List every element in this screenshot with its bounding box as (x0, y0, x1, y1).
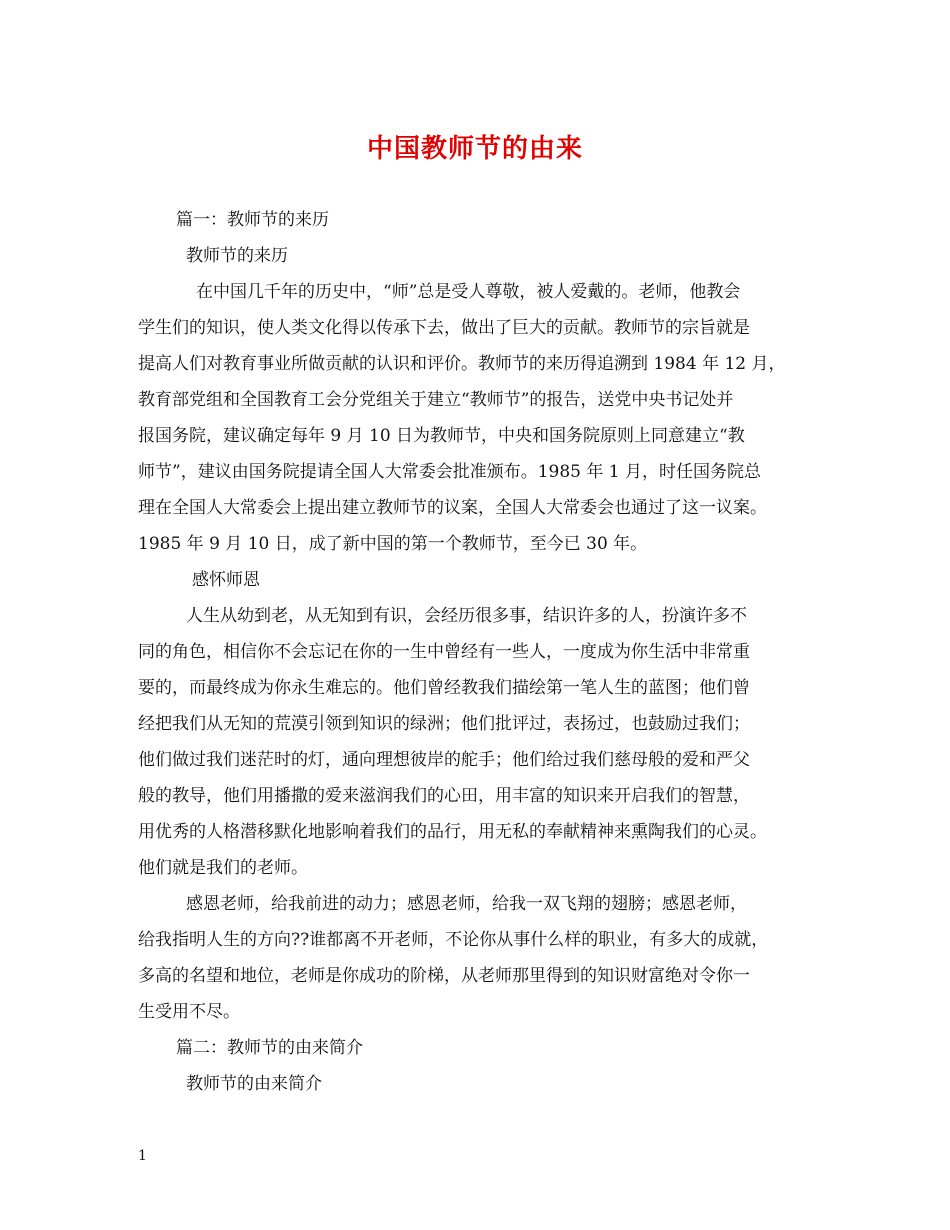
paragraph-line: 般的教导，他们用播撒的爱来滋润我们的心田，用丰富的知识来开启我们的智慧， (138, 786, 750, 806)
paragraph-line: 用优秀的人格潜移默化地影响着我们的品行，用无私的奉献精神来熏陶我们的心灵。 (138, 822, 767, 842)
document-title: 中国教师节的由来 (366, 134, 583, 164)
paragraph-line: 人生从幼到老，从无知到有识，会经历很多事，结识许多的人，扮演许多不 (186, 606, 747, 626)
document-body (138, 202, 838, 1102)
subheading: 教师节的由来简介 (186, 1074, 322, 1094)
paragraph-line: 他们就是我们的老师。 (138, 858, 308, 878)
paragraph-line: 报国务院，建议确定每年 9 月 10 日为教师节，中央和国务院原则上同意建立“教 (138, 426, 745, 446)
section-heading-1: 篇一：教师节的来历 (176, 210, 329, 230)
paragraph-line: 提高人们对教育事业所做贡献的认识和评价。教师节的来历得追溯到 1984 年 12 月， (138, 354, 786, 374)
paragraph-line: 给我指明人生的方向??谁都离不开老师，不论你从事什么样的职业，有多大的成就， (138, 930, 769, 950)
paragraph-line: 经把我们从无知的荒漠引领到知识的绿洲；他们批评过，表扬过，也鼓励过我们； (138, 714, 750, 734)
paragraph-line: 要的，而最终成为你永生难忘的。他们曾经教我们描绘第一笔人生的蓝图；他们曾 (138, 678, 750, 698)
paragraph-line: 1985 年 9 月 10 日，成了新中国的第一个教师节，至今已 30 年。 (138, 534, 648, 554)
paragraph-line: 生受用不尽。 (138, 1002, 240, 1022)
paragraph-line: 师节”，建议由国务院提请全国人大常委会批准颁布。1985 年 1 月，时任国务院总 (138, 462, 761, 482)
paragraph-line: 多高的名望和地位，老师是你成功的阶梯，从老师那里得到的知识财富绝对令你一 (138, 966, 750, 986)
paragraph-line: 同的角色，相信你不会忘记在你的一生中曾经有一些人，一度成为你生活中非常重 (138, 642, 750, 662)
subheading: 感怀师恩 (192, 570, 260, 590)
page-number: 1 (138, 1148, 147, 1164)
paragraph-line: 理在全国人大常委会上提出建立教师节的议案，全国人大常委会也通过了这一议案。 (138, 498, 767, 518)
section-heading-2: 篇二：教师节的由来简介 (176, 1038, 363, 1058)
paragraph-line: 教育部党组和全国教育工会分党组关于建立“教师节”的报告，送党中央书记处并 (138, 390, 734, 410)
paragraph-line: 感恩老师，给我前进的动力；感恩老师，给我一双飞翔的翅膀；感恩老师， (186, 894, 747, 914)
subheading: 教师节的来历 (186, 246, 288, 266)
paragraph-line: 在中国几千年的历史中，“师”总是受人尊敬，被人爱戴的。老师，他教会 (196, 282, 741, 302)
paragraph-line: 他们做过我们迷茫时的灯，通向理想彼岸的舵手；他们给过我们慈母般的爱和严父 (138, 750, 750, 770)
paragraph-line: 学生们的知识，使人类文化得以传承下去，做出了巨大的贡献。教师节的宗旨就是 (138, 318, 750, 338)
